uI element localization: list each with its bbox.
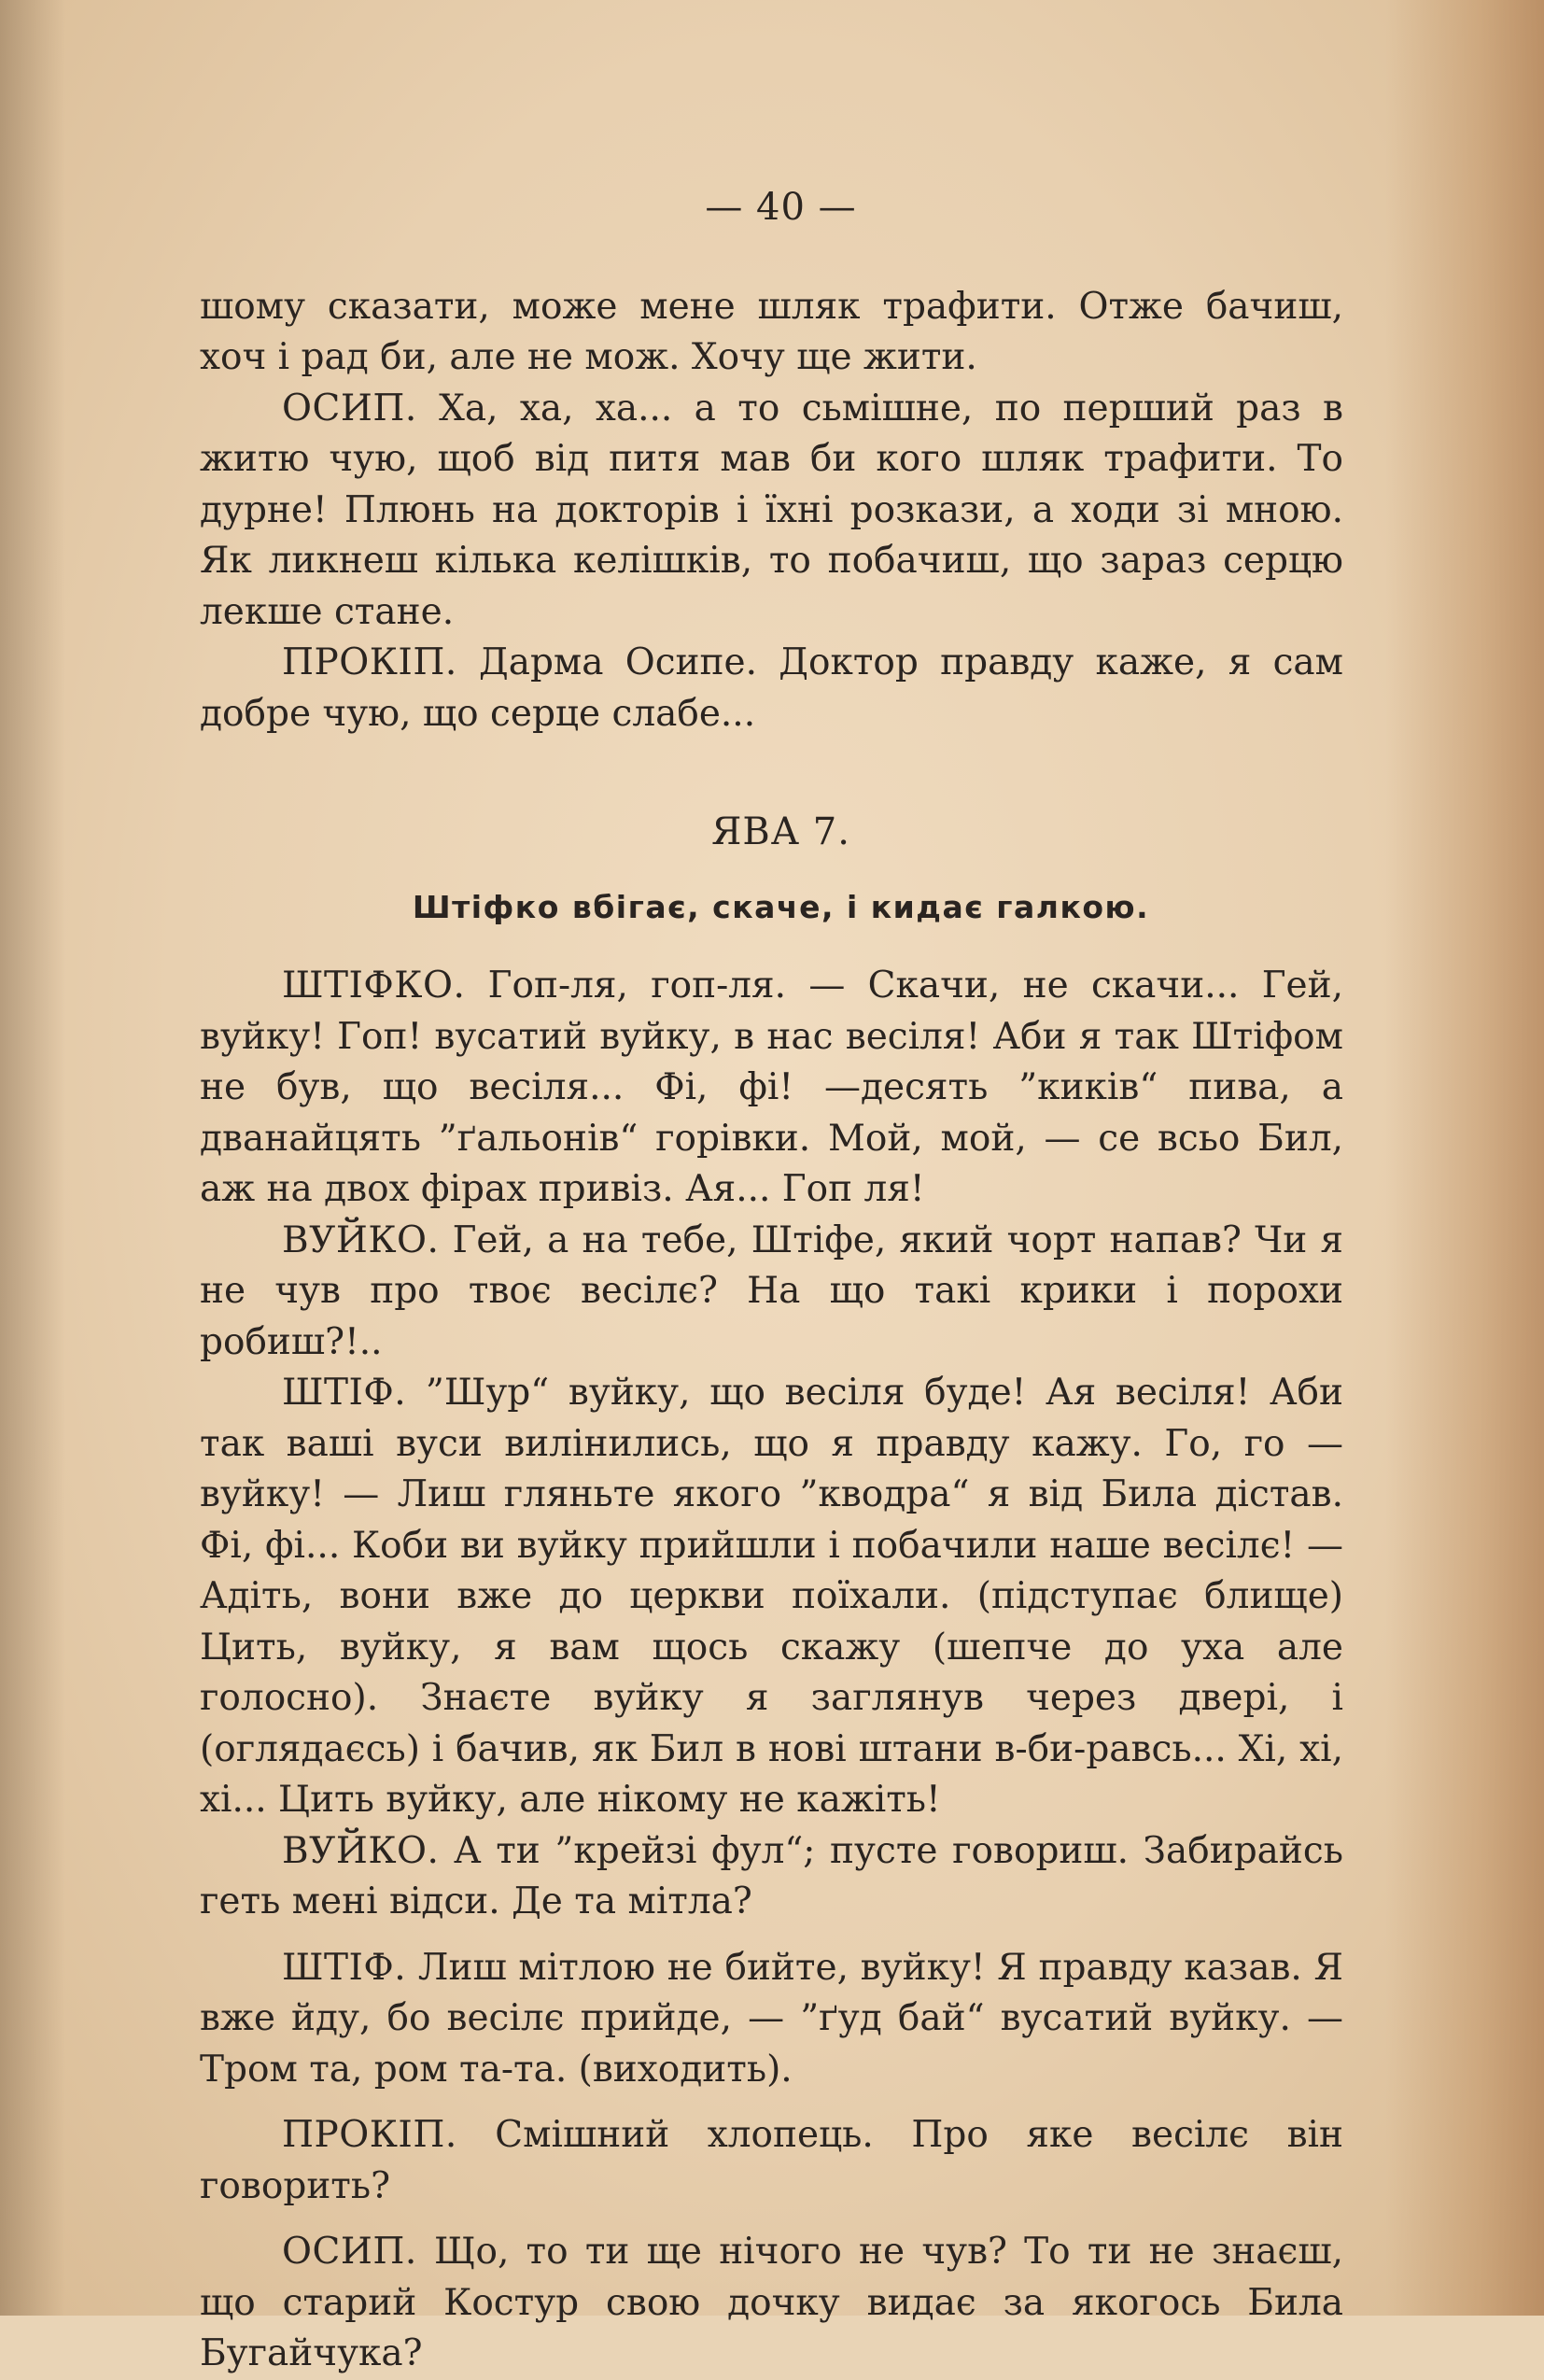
dialogue-text: Що, то ти ще нічого не чув? То ти не знаєш, що старий Костур свою дочку видає за якогось Била Бугайчука? [200, 2231, 1343, 2374]
scene-title: ЯВА 7. [711, 810, 850, 853]
speaker-name: ВУЙКО. [282, 1829, 440, 1872]
dialogue-paragraph [200, 638, 1343, 739]
speaker-name: ШТІФ. [282, 1946, 407, 1989]
dialogue-text: Смішний хлопець. Про яке весілє він говорить? [200, 2114, 1343, 2207]
dialogue-text: Дарма Осипе. Доктор правду каже, я сам добре чую, що серце слабе... [200, 641, 1343, 735]
speaker-name: ПРОКІП. [282, 641, 457, 683]
speaker-name: ВУЙКО. [282, 1218, 440, 1261]
speaker-name: ШТІФКО. [282, 965, 466, 1007]
speaker-name: ШТІФ. [282, 1372, 407, 1414]
page-shadow-left [0, 0, 65, 2316]
paragraphs-before-scene [200, 282, 1343, 740]
page-text [200, 182, 1343, 2380]
dialogue-text: Гей, а на тебе, Штіфе, який чорт напав? Чи я не чув про твоє весілє? На що такі крики і порохи робиш?!.. [200, 1218, 1343, 1363]
dialogue-text: Гоп-ля, гоп-ля. — Скачи, не скачи... Гей, вуйку! Гоп! вусатий вуйку, в нас весіля! Аби я так Штіфом не був, що весіля... Фі, фі! —десять ”киків“ пива, а дванайцять ”ґальонів“ горівки. Мой, мой, — се всьо Бил, аж на двох фірах привіз. Ая... Гоп ля! [200, 965, 1343, 1210]
speaker-name: ОСИП. [282, 387, 417, 430]
dialogue-text: Лиш мітлою не бийте, вуйку! Я правду казав. Я вже йду, бо весілє прийде, — ”ґуд бай“ вусатий вуйку. — Тром та, ром та-та. (виходить). [200, 1946, 1343, 2091]
page-shadow-right [1385, 0, 1544, 2316]
stage-direction: Штіфко вбігає, скаче, і кидає галкою. [412, 888, 1150, 925]
dialogue-text: А ти ”крейзі фул“; пусте говориш. Забирайсь геть мені відси. Де та мітла? [200, 1829, 1343, 1922]
dialogue-paragraph [200, 1943, 1343, 2096]
dialogue-paragraph [200, 1826, 1343, 1928]
dialogue-paragraph [200, 2110, 1343, 2212]
dialogue-paragraph [200, 2227, 1343, 2380]
page-number: — 40 — [705, 186, 857, 229]
dialogue-paragraph [200, 1368, 1343, 1826]
dialogue-text: шому сказати, може мене шляк трафити. Отже бачиш, хоч і рад би, але не мож. Хочу ще жити. [200, 285, 1343, 378]
dialogue-text: ”Шур“ вуйку, що весіля буде! Ая весіля! Аби так ваші вуси вилінились, що я правду кажу. Го, го — вуйку! — Лиш гляньте якого ”кводра“ я від Била дістав. Фі, фі... Коби ви вуйку прийшли і побачили наше весілє! — Адіть, вони вже до церкви поїхали. (підступає блище) Цить, вуйку, я вам щось скажу (шепче до уха але голосно). Знаєте вуйку я заглянув через двері, і (оглядаєсь) і бачив, як Бил в нові штани в-би-равсь... Хі, хі, хі... Цить вуйку, але нікому не кажіть! [200, 1372, 1343, 1821]
dialogue-paragraph [200, 1216, 1343, 1369]
speaker-name: ПРОКІП. [282, 2114, 457, 2156]
dialogue-paragraph [200, 384, 1343, 639]
dialogue-text: Ха, ха, ха... а то сьмішне, по перший раз в житю чую, щоб від питя мав би кого шляк трафити. То дурне! Плюнь на докторів і їхні розкази, а ходи зі мною. Як ликнеш кілька келішків, то побачиш, що зараз серцю лекше стане. [200, 387, 1343, 633]
dialogue-paragraph [200, 282, 1343, 384]
dialogue-paragraph [200, 961, 1343, 1216]
paragraphs-after-scene [200, 961, 1343, 2380]
speaker-name: ОСИП. [282, 2231, 417, 2273]
